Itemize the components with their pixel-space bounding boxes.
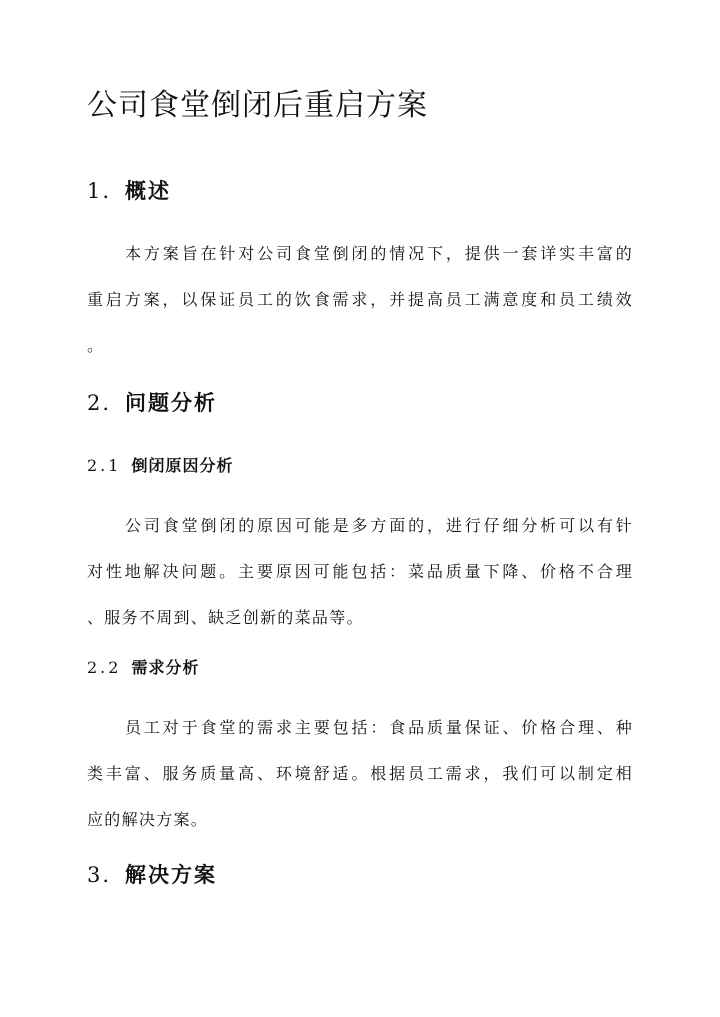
section-title: 问题分析 xyxy=(125,390,218,415)
subsection-heading-demand-analysis xyxy=(87,657,199,679)
subsection-title: 倒闭原因分析 xyxy=(131,456,234,475)
section-heading-overview xyxy=(87,177,171,205)
section-number: 1. xyxy=(87,179,112,203)
paragraph-line: 对性地解决问题。主要原因可能包括：菜品质量下降、价格不合理 xyxy=(87,562,633,581)
subsection-number: 2.2 xyxy=(87,658,122,677)
section-heading-solution xyxy=(87,861,217,889)
document-title: 公司食堂倒闭后重启方案 xyxy=(87,88,428,123)
paragraph-closure-causes xyxy=(87,512,633,650)
paragraph-line: 类丰富、服务质量高、环境舒适。根据员工需求，我们可以制定相 xyxy=(87,764,633,783)
paragraph-line: 公司食堂倒闭的原因可能是多方面的，进行仔细分析可以有针 xyxy=(125,516,633,535)
section-heading-problem-analysis xyxy=(87,389,217,417)
paragraph-line: 。 xyxy=(87,336,105,355)
subsection-number: 2.1 xyxy=(87,456,122,475)
paragraph-line: 、服务不周到、缺乏创新的菜品等。 xyxy=(87,608,364,627)
subsection-heading-closure-causes xyxy=(87,455,233,477)
section-number: 2. xyxy=(87,391,112,415)
paragraph-overview xyxy=(87,240,633,378)
paragraph-line: 重启方案，以保证员工的饮食需求，并提高员工满意度和员工绩效 xyxy=(87,290,633,309)
section-title: 概述 xyxy=(125,178,172,203)
subsection-title: 需求分析 xyxy=(131,658,200,677)
paragraph-line: 本方案旨在针对公司食堂倒闭的情况下，提供一套详实丰富的 xyxy=(125,244,633,263)
paragraph-line: 员工对于食堂的需求主要包括：食品质量保证、价格合理、种 xyxy=(125,718,633,737)
paragraph-line: 应的解决方案。 xyxy=(87,810,209,829)
paragraph-demand-analysis xyxy=(87,714,633,852)
section-number: 3. xyxy=(87,863,112,887)
section-title: 解决方案 xyxy=(125,862,218,887)
